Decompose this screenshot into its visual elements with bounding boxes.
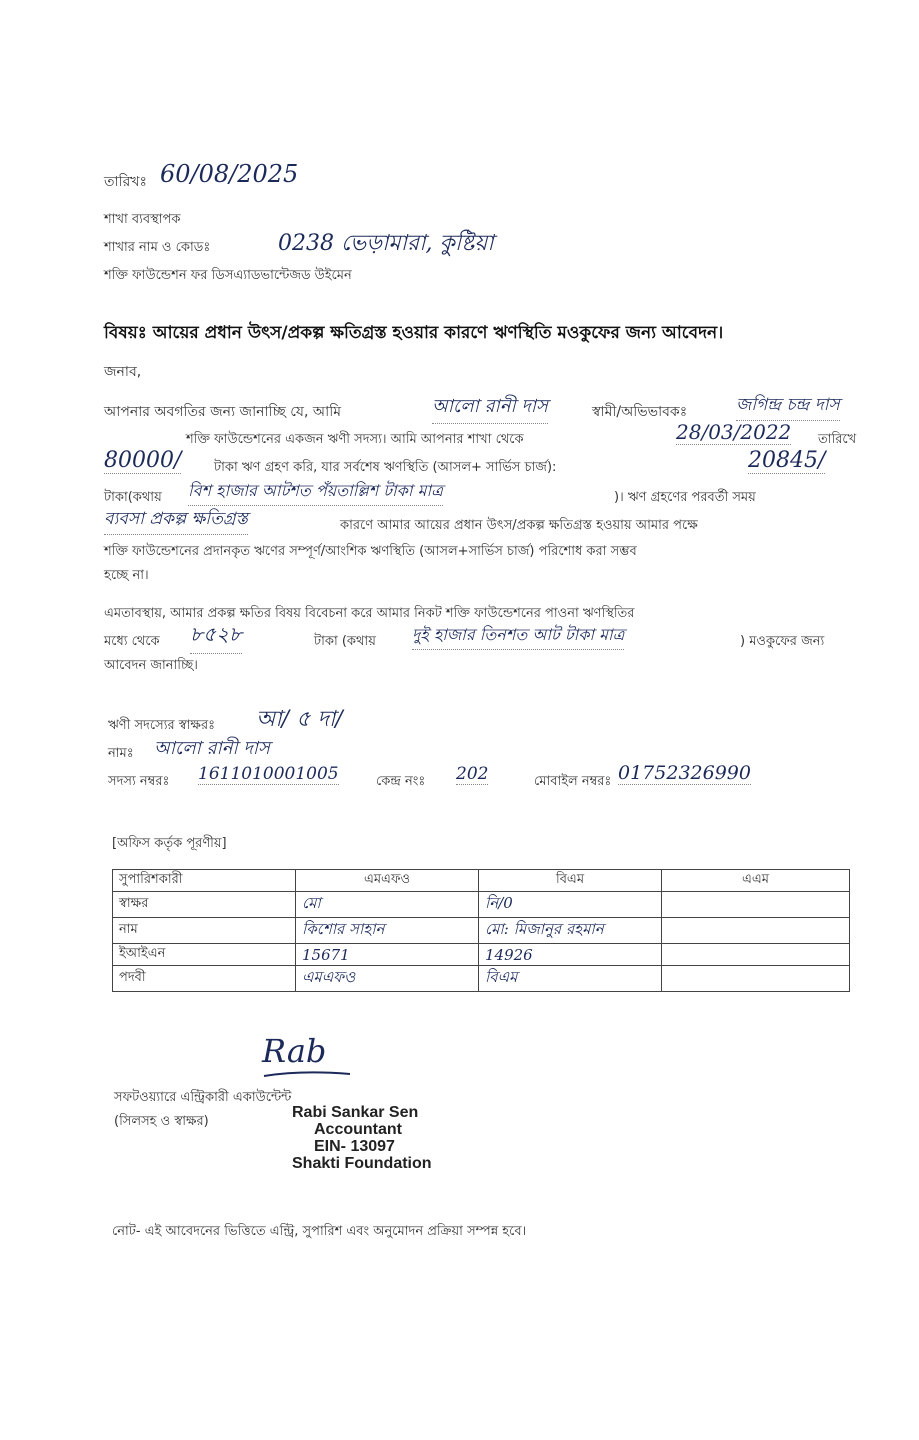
- para2-text-a: এমতাবস্থায়, আমার প্রকল্প ক্ষতির বিষয় বিবেচনা করে আমার নিকট শক্তি ফাউন্ডেশনের পাওনা ঋণস্থিতির: [104, 606, 635, 621]
- para1-text-i: শক্তি ফাউন্ডেশনের প্রদানকৃত ঋণের সম্পূর্ণ/আংশিক ঋণস্থিতি (আসল+সার্ভিস চার্জ) পরিশোধ করা সম্ভব: [104, 544, 637, 559]
- mobile-number-value: 01752326990: [618, 762, 751, 784]
- signature-underline-icon: [262, 1068, 352, 1080]
- recipient-branch-label: শাখার নাম ও কোডঃ: [104, 240, 211, 255]
- reason-handwritten: ব্যবসা প্রকল্প ক্ষতিগ্রস্ত: [104, 506, 248, 535]
- balance-words-handwritten: বিশ হাজার আটশত পঁয়তাল্লিশ টাকা মাত্র: [188, 478, 443, 506]
- table-row: [113, 892, 850, 918]
- table-cell: বিএম: [479, 966, 662, 992]
- table-cell: এমএফও: [296, 966, 479, 992]
- para2-text-c: টাকা (কথায়: [314, 634, 376, 649]
- subject-line: বিষয়ঃ আয়ের প্রধান উৎস/প্রকল্প ক্ষতিগ্রস্ত হওয়ার কারণে ঋণস্থিতি মওকুফের জন্য আবেদন।: [104, 323, 724, 343]
- table-header-recommender: সুপারিশকারী: [113, 870, 296, 892]
- office-use-heading: [অফিস কর্তৃক পূরণীয়]: [112, 836, 227, 851]
- center-number-label: কেন্দ্র নংঃ: [376, 774, 426, 789]
- date-value: 60/08/2025: [160, 160, 299, 188]
- table-cell: মো: মিজানুর রহমান: [479, 918, 662, 944]
- recipient-branch-value: 0238 ভেড়ামারা, কুষ্টিয়া: [278, 231, 494, 256]
- table-cell: [662, 966, 850, 992]
- loan-amount-handwritten: 80000/: [104, 448, 182, 473]
- stamp-ein: EIN- 13097: [314, 1138, 395, 1155]
- table-cell: 14926: [479, 944, 662, 966]
- table-row-label: ইআইএন: [113, 944, 296, 966]
- member-name-label: নামঃ: [108, 746, 134, 761]
- recommendation-table: [112, 869, 850, 992]
- table-row: [113, 944, 850, 966]
- accountant-seal-label: (সিলসহ ও স্বাক্ষর): [114, 1114, 209, 1129]
- member-number-label: সদস্য নম্বরঃ: [108, 774, 170, 789]
- table-row: [113, 966, 850, 992]
- table-header-bm: বিএম: [479, 870, 662, 892]
- para1-text-h: কারণে আমার আয়ের প্রধান উৎস/প্রকল্প ক্ষতিগ্রস্ত হওয়ায় আমার পক্ষে: [340, 518, 698, 533]
- table-header-am: এএম: [662, 870, 850, 892]
- table-cell: নি/0: [479, 892, 662, 918]
- mobile-number-label: মোবাইল নম্বরঃ: [534, 774, 612, 789]
- table-row-label: স্বাক্ষর: [113, 892, 296, 918]
- footer-note: নোট- এই আবেদনের ভিত্তিতে এন্ট্রি, সুপারিশ এবং অনুমোদন প্রক্রিয়া সম্পন্ন হবে।: [112, 1224, 527, 1239]
- accountant-signature: Rab: [262, 1032, 327, 1070]
- table-header-mfo: এমএফও: [296, 870, 479, 892]
- recipient-line-1: শাখা ব্যবস্থাপক: [104, 212, 181, 227]
- member-name-signed: আলো রানী দাস: [154, 738, 270, 759]
- para2-text-d: ) মওকুফের জন্য: [740, 634, 825, 649]
- accountant-stamp: [292, 1104, 432, 1172]
- guardian-name-handwritten: জগিন্দ্র চন্দ্র দাস: [736, 392, 840, 421]
- para1-text-e: টাকা ঋণ গ্রহণ করি, যার সর্বশেষ ঋণস্থিতি (আসল+ সার্ভিস চার্জ):: [214, 460, 557, 475]
- date-label: তারিখঃ: [104, 174, 147, 190]
- member-signature: আ/ ৫ দা/: [256, 707, 343, 732]
- table-cell: [662, 892, 850, 918]
- balance-amount-handwritten: 20845/: [748, 448, 826, 473]
- para1-text-b: স্বামী/অভিভাবকঃ: [592, 404, 688, 420]
- member-number-value: 1611010001005: [198, 764, 339, 784]
- waiver-amount-handwritten: ৮৫২৮: [190, 620, 242, 654]
- stamp-name: Rabi Sankar Sen: [292, 1104, 419, 1121]
- loan-date-handwritten: 28/03/2022: [676, 420, 792, 444]
- para1-text-d: তারিখে: [818, 432, 857, 447]
- stamp-organization: Shakti Foundation: [292, 1155, 432, 1172]
- table-row-label: পদবী: [113, 966, 296, 992]
- para1-text-j: হচ্ছে না।: [104, 568, 149, 583]
- para2-text-e: আবেদন জানাচ্ছি।: [104, 658, 198, 673]
- member-name-handwritten: আলো রানী দাস: [432, 392, 548, 424]
- center-number-value: 202: [456, 764, 489, 784]
- table-cell: মো: [296, 892, 479, 918]
- para1-text-f: টাকা(কথায়: [104, 490, 162, 505]
- table-cell: [662, 918, 850, 944]
- table-row-label: নাম: [113, 918, 296, 944]
- para1-text-c: শক্তি ফাউন্ডেশনের একজন ঋণী সদস্য। আমি আপনার শাখা থেকে: [186, 432, 524, 447]
- salutation: জনাব,: [104, 364, 142, 380]
- table-header-row: [113, 870, 850, 892]
- recipient-line-3: শক্তি ফাউন্ডেশন ফর ডিসএ্যাডভান্টেজড উইমেন: [104, 268, 352, 283]
- table-cell: 15671: [296, 944, 479, 966]
- para2-text-b: মধ্যে থেকে: [104, 634, 160, 649]
- table-cell: [662, 944, 850, 966]
- member-signature-label: ঋণী সদস্যের স্বাক্ষরঃ: [108, 718, 216, 733]
- para1-text-g: )। ঋণ গ্রহণের পরবর্তী সময়: [614, 490, 756, 505]
- para1-text-a: আপনার অবগতির জন্য জানাচ্ছি যে, আমি: [104, 404, 342, 420]
- waiver-words-handwritten: দুই হাজার তিনশত আট টাকা মাত্র: [412, 622, 624, 650]
- table-row: [113, 918, 850, 944]
- accountant-role: সফটওয়্যারে এন্ট্রিকারী একাউন্টেন্ট: [114, 1090, 292, 1105]
- table-cell: কিশোর সাহান: [296, 918, 479, 944]
- stamp-designation: Accountant: [314, 1121, 402, 1138]
